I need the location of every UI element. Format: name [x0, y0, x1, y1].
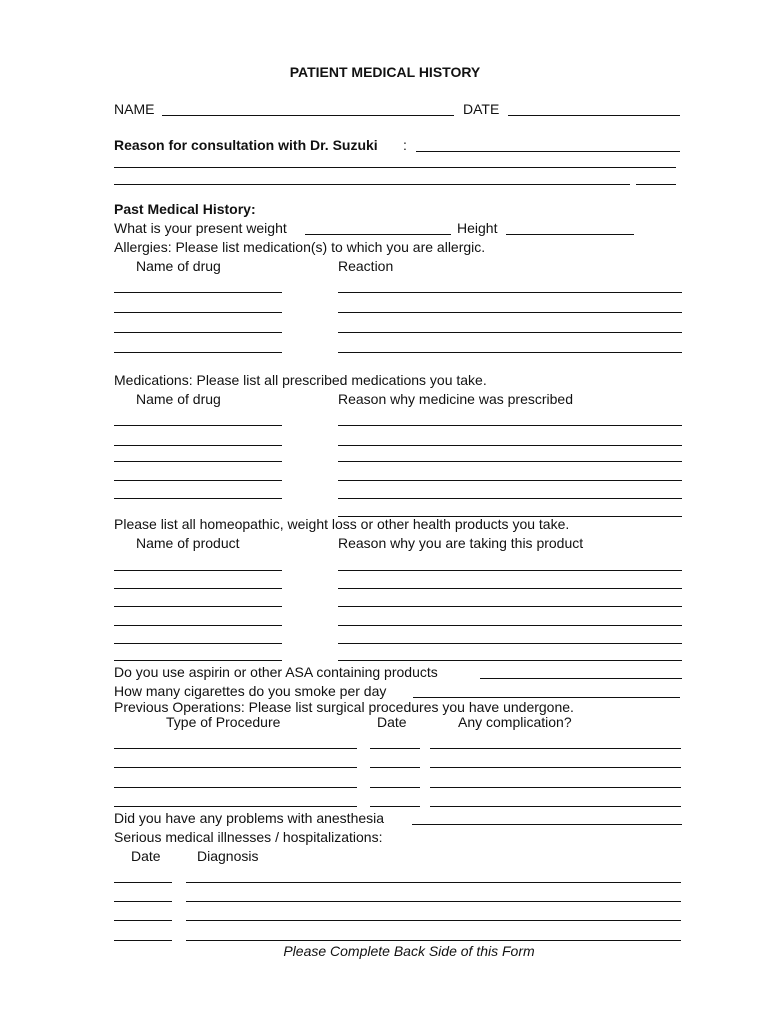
weight-label: What is your present weight [114, 220, 287, 236]
operation-field-row4-col3[interactable] [430, 806, 681, 807]
operations-prompt: Previous Operations: Please list surgical procedures you have undergone. [114, 699, 574, 715]
operations-col-complication: Any complication? [458, 714, 572, 730]
product-field-row5-col1[interactable] [114, 643, 282, 644]
product-field-row3-col2[interactable] [338, 606, 682, 607]
product-field-row1-col2[interactable] [338, 570, 682, 571]
aspirin-label: Do you use aspirin or other ASA containing products [114, 664, 438, 680]
medication-field-row3-col1[interactable] [114, 461, 282, 462]
medication-field-row5-col2[interactable] [338, 498, 682, 499]
name-field[interactable] [162, 115, 454, 116]
medication-field-row2-col2[interactable] [338, 445, 682, 446]
date-field[interactable] [508, 115, 680, 116]
illness-field-row1-col1[interactable] [114, 882, 172, 883]
illnesses-prompt: Serious medical illnesses / hospitalizations: [114, 829, 383, 845]
name-label: NAME [114, 101, 155, 117]
medication-field-row4-col2[interactable] [338, 480, 682, 481]
product-field-row2-col2[interactable] [338, 588, 682, 589]
operation-field-row2-col1[interactable] [114, 767, 357, 768]
date-label: DATE [463, 101, 500, 117]
medication-field-row5-col1[interactable] [114, 498, 282, 499]
operation-field-row2-col3[interactable] [430, 767, 681, 768]
height-label: Height [457, 220, 498, 236]
illness-field-row4-col2[interactable] [186, 940, 681, 941]
product-field-row1-col1[interactable] [114, 570, 282, 571]
operation-field-row4-col1[interactable] [114, 806, 357, 807]
operations-col-type: Type of Procedure [166, 714, 281, 730]
past-history-heading: Past Medical History: [114, 201, 256, 217]
illnesses-col-date: Date [131, 848, 161, 864]
allergies-col-drug: Name of drug [136, 258, 221, 274]
products-col-reason: Reason why you are taking this product [338, 535, 584, 551]
height-field[interactable] [506, 234, 634, 235]
medications-col-drug: Name of drug [136, 391, 221, 407]
product-field-row6-col2[interactable] [338, 660, 682, 661]
cigarettes-label: How many cigarettes do you smoke per day [114, 683, 387, 699]
product-field-row4-col2[interactable] [338, 625, 682, 626]
operations-col-date: Date [377, 714, 407, 730]
operation-field-row3-col1[interactable] [114, 787, 357, 788]
aspirin-field[interactable] [480, 678, 682, 679]
allergy-field-row2-col1[interactable] [114, 312, 282, 313]
medication-field-row1-col1[interactable] [114, 425, 282, 426]
allergy-field-row3-col2[interactable] [338, 332, 682, 333]
allergies-col-reaction: Reaction [338, 258, 394, 274]
illnesses-col-diagnosis: Diagnosis [197, 848, 259, 864]
reason-field-line-3[interactable] [114, 184, 630, 185]
weight-field[interactable] [305, 234, 451, 235]
reason-field-line-3b[interactable] [636, 184, 676, 185]
illness-field-row2-col2[interactable] [186, 901, 681, 902]
illness-field-row1-col2[interactable] [186, 882, 681, 883]
products-col-name: Name of product [136, 535, 240, 551]
medications-col-reason: Reason why medicine was prescribed [338, 391, 573, 407]
operation-field-row2-col2[interactable] [370, 767, 420, 768]
products-prompt: Please list all homeopathic, weight loss or other health products you take. [114, 516, 570, 532]
allergy-field-row1-col1[interactable] [114, 292, 282, 293]
anesthesia-label: Did you have any problems with anesthesia [114, 810, 385, 826]
allergy-field-row4-col2[interactable] [338, 352, 682, 353]
illness-field-row3-col2[interactable] [186, 920, 681, 921]
reason-colon: : [403, 137, 407, 153]
illness-field-row3-col1[interactable] [114, 920, 172, 921]
allergy-field-row2-col2[interactable] [338, 312, 682, 313]
product-field-row6-col1[interactable] [114, 660, 282, 661]
product-field-row2-col1[interactable] [114, 588, 282, 589]
product-field-row4-col1[interactable] [114, 625, 282, 626]
anesthesia-field[interactable] [412, 824, 682, 825]
allergy-field-row3-col1[interactable] [114, 332, 282, 333]
allergy-field-row1-col2[interactable] [338, 292, 682, 293]
operation-field-row3-col3[interactable] [430, 787, 681, 788]
product-field-row3-col1[interactable] [114, 606, 282, 607]
product-field-row5-col2[interactable] [338, 643, 682, 644]
medication-field-row1-col2[interactable] [338, 425, 682, 426]
reason-field-line-1[interactable] [416, 151, 680, 152]
allergies-prompt: Allergies: Please list medication(s) to which you are allergic. [114, 239, 486, 255]
form-title: PATIENT MEDICAL HISTORY [289, 64, 481, 80]
footer-note: Please Complete Back Side of this Form [283, 943, 535, 959]
medications-prompt: Medications: Please list all prescribed medications you take. [114, 372, 487, 388]
reason-label: Reason for consultation with Dr. Suzuki [114, 137, 378, 153]
operation-field-row1-col1[interactable] [114, 748, 357, 749]
reason-field-line-2[interactable] [114, 167, 676, 168]
illness-field-row4-col1[interactable] [114, 940, 172, 941]
medication-field-row2-col1[interactable] [114, 445, 282, 446]
operation-field-row3-col2[interactable] [370, 787, 420, 788]
operation-field-row1-col3[interactable] [430, 748, 681, 749]
medication-field-row4-col1[interactable] [114, 480, 282, 481]
operation-field-row4-col2[interactable] [370, 806, 420, 807]
medication-field-row3-col2[interactable] [338, 461, 682, 462]
illness-field-row2-col1[interactable] [114, 901, 172, 902]
operation-field-row1-col2[interactable] [370, 748, 420, 749]
allergy-field-row4-col1[interactable] [114, 352, 282, 353]
cigarettes-field[interactable] [413, 697, 680, 698]
